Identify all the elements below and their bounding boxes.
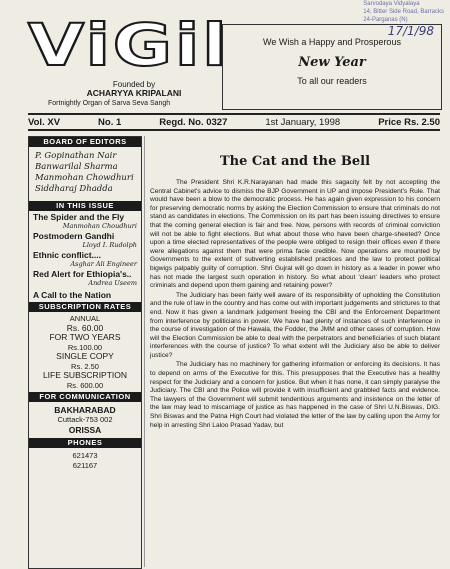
handwritten-date: 17/1/98 (387, 24, 434, 38)
communication-heading: FOR COMMUNICATION (29, 392, 141, 402)
article-headline: The Cat and the Bell (219, 154, 371, 169)
phone-list (29, 448, 141, 474)
story-title[interactable]: Red Alert for Ethiopia's.. (33, 269, 132, 279)
library-stamp (363, 0, 444, 24)
in-this-issue-heading: IN THIS ISSUE (29, 201, 141, 211)
story-title[interactable]: A Call to the Nation (33, 290, 112, 300)
column-divider (144, 136, 145, 567)
article-paragraph: The Judiciary has been fairly well aware of its responsibility of upholding the Constitution and the rule of law in the country and has come out with important judgements and strictures to that end. Now it has given a landmark judgement freeing the CBI and the Enforcement Department from interference by politicians in power. We have had plenty of instances of such interference in the course of investigation of the Hawala, the Fodder, the JMM and other cases of corruption. How will the Election Commission be able to deal with the perpetrators and beneficiaries of such blatant interferences with the course of justice? To what extent will the Judiciary also be able to deliver justice? (150, 291, 440, 359)
editor-list (29, 147, 141, 195)
story-item[interactable] (29, 287, 141, 300)
rate-value: Rs. 60.00 (66, 322, 104, 333)
story-item[interactable] (29, 230, 141, 249)
story-item[interactable] (29, 211, 141, 230)
article-paragraph: The Judiciary has no machinery for gathering information or enforcing its decisions. It has to depend on arms of the Executive for this. This presupposes that the Executive has a healthy respect for the Judiciary and a concern for justice. But when it has none, it can simply paralyse the Judiciary. The CBI and the Police will provide it with insufficient and grabbled facts and evidence. The lawyers of the Government will submit tendentious arguments and insistence on the letter of the law may lead to miscarriage of justice as has happened in the case of Shri U.N.Biswas, DIG. Shri Biswas and the Patna High Court had violated the letter of the law by calling upon the Army for help in arresting Shri Laloo Prasad Yadav, but (150, 361, 440, 429)
story-author: Manmohan Choudhuri (62, 222, 137, 230)
founded-by-label: Founded by (112, 80, 156, 89)
organ-tagline: Fortnightly Organ of Sarva Seva Sangh (48, 100, 171, 107)
address-line: Cuttack-753 002 (57, 415, 113, 424)
phone-number: 621473 (72, 451, 98, 460)
address-block (29, 402, 141, 438)
story-author: Asghar Ali Engineer (70, 260, 137, 268)
story-item[interactable] (29, 268, 141, 287)
issue-number: No. 1 (98, 116, 122, 128)
rate-value: Rs.100.00 (67, 342, 103, 352)
rate-label: ANNUAL (69, 314, 101, 323)
greeting-line: We Wish a Happy and Prosperous (263, 37, 401, 47)
subscription-rates (29, 312, 141, 392)
story-author: Andrea Useem (88, 279, 137, 287)
editor-name: P. Gopinathan Nair (35, 151, 117, 161)
greeting-line: To all our readers (297, 76, 367, 86)
vigil-logo: ViGil (28, 11, 230, 79)
phone-number: 621167 (72, 461, 98, 470)
founder-name: ACHARYYA KRIPALANI (86, 88, 182, 98)
rate-value: Rs. 600.00 (66, 380, 104, 390)
editor-name: Siddharaj Dhadda (35, 184, 113, 194)
lead-article (150, 138, 440, 431)
issue-price: Price Rs. 2.50 (378, 116, 440, 128)
stamp-line: 24-Parganas (N) (363, 17, 408, 23)
story-author: Lloyd I. Rudolph (82, 241, 137, 249)
subscription-rates-heading: SUBSCRIPTION RATES (29, 302, 141, 312)
story-title[interactable]: Ethnic conflict.... (33, 250, 102, 260)
editors-heading: BOARD OF EDITORS (29, 137, 141, 147)
volume-label: Vol. XV (28, 116, 61, 128)
story-item[interactable] (29, 249, 141, 268)
story-title[interactable]: Postmodern Gandhi (33, 231, 115, 241)
stamp-line: Sarvodaya Vidyalaya (363, 1, 420, 7)
registration-number: Regd. No. 0327 (159, 116, 228, 128)
article-paragraph: The President Shri K.R.Narayanan had made this sagacity felt by not accepting the Central Cabinet's advice to dismiss the BJP Government in UP and impose President's Rule. That would have been a blow to the democratic process. He has again given expression to his concern for preserving democratic norms by asking the Election Commission to ensure that criminals do not stand as candidates in elections. The Commission on its part has been issuing directives to ensure that the coming general election is fair and free. Now, persons with records of criminal conviction will not be able to fight elections. But what about those who have been charge-sheeted? Once upon a time elected representatives of the people were obliged to resign their offices even if there were allegations against them that were prima facie credible. Now operations are mounted by Governments to the extent of subverting established practices and the law to protect political bigwigs palpably guilty of corruption. Shri Gujral will go down in history as a leader in power who has not made the largest such operation in history. So what about 'clean' leaders who protect criminals and depend upon them gaining and retaining power? (150, 179, 440, 290)
address-line: ORISSA (68, 425, 102, 435)
rate-value: Rs. 2.50 (71, 361, 99, 371)
rate-label: FOR TWO YEARS (49, 332, 121, 342)
founder-credit (74, 80, 194, 98)
editor-name: Manmohan Chowdhuri (35, 173, 134, 183)
editor-name: Banwarilal Sharma (35, 162, 118, 172)
greeting-title: New Year (298, 55, 366, 70)
phones-heading: PHONES (29, 438, 141, 448)
address-line: BAKHARABAD (54, 405, 116, 415)
stamp-line: 14, Bitter Side Road, Barracks (363, 9, 444, 15)
article-body (150, 179, 440, 430)
rate-label: LIFE SUBSCRIPTION (42, 370, 128, 380)
rate-label: SINGLE COPY (56, 351, 114, 361)
story-title[interactable]: The Spider and the Fly (33, 212, 125, 222)
sidebar (28, 136, 142, 569)
issue-info-bar (28, 113, 440, 131)
issue-date: 1st January, 1998 (265, 116, 341, 128)
masthead (28, 11, 230, 86)
